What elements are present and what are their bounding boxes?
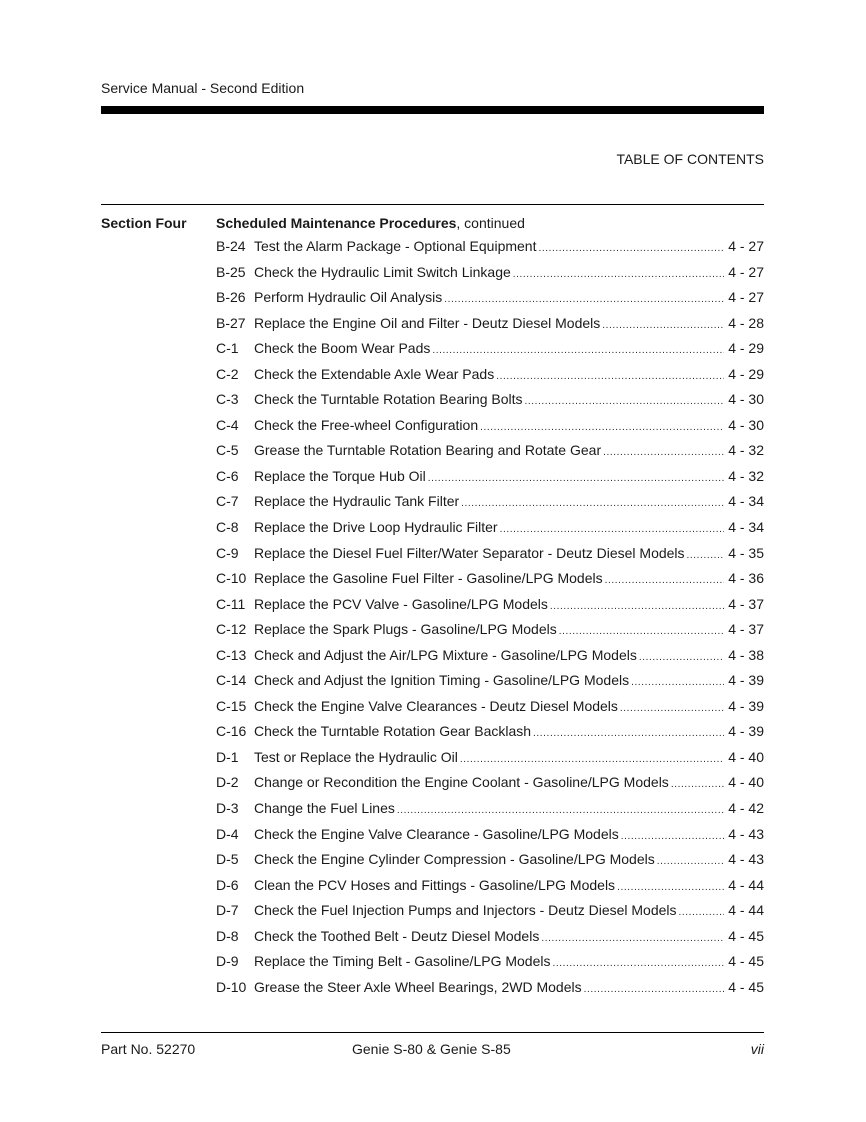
toc-entry-leader: [496, 371, 724, 382]
toc-entry-leader: [671, 779, 724, 790]
toc-entry-title: Check and Adjust the Ignition Timing - Gasoline/LPG Models: [254, 672, 630, 689]
toc-entry-page: 4 - 45: [728, 978, 764, 995]
toc-entry: [216, 647, 764, 673]
toc-entry-leader: [460, 754, 724, 765]
toc-entry-code: C-4: [216, 416, 239, 433]
toc-entry-leader: [513, 269, 724, 280]
toc-heading: TABLE OF CONTENTS: [616, 151, 764, 167]
toc-entry: [216, 519, 764, 545]
toc-entry: [216, 902, 764, 928]
toc-entry-page: 4 - 39: [728, 697, 764, 714]
toc-entry-code: D-3: [216, 800, 239, 817]
toc-entry: [216, 340, 764, 366]
toc-entry-leader: [631, 677, 724, 688]
toc-entry-title: Test the Alarm Package - Optional Equipment: [254, 238, 537, 254]
toc-entry-title: Grease the Steer Axle Wheel Bearings, 2WD Models: [254, 978, 582, 995]
toc-entry-code: D-7: [216, 902, 239, 919]
toc-entry: [216, 545, 764, 571]
toc-entry-title: Check the Toothed Belt - Deutz Diesel Models: [254, 927, 540, 944]
header-bar: [101, 106, 764, 114]
toc-entry-leader: [541, 933, 724, 944]
toc-entry-leader: [550, 601, 724, 612]
toc-entry-page: 4 - 36: [728, 570, 764, 587]
toc-entry-code: D-6: [216, 876, 239, 893]
toc-entry-title: Check the Hydraulic Limit Switch Linkage: [254, 263, 511, 280]
toc-entry-code: C-1: [216, 340, 239, 357]
toc-entry-code: C-3: [216, 391, 239, 408]
toc-entry: [216, 723, 764, 749]
toc-entry-page: 4 - 37: [728, 621, 764, 638]
toc-entry-page: 4 - 39: [728, 723, 764, 740]
toc-entry-title: Change the Fuel Lines: [254, 800, 395, 817]
toc-entry-leader: [679, 907, 725, 918]
toc-entry-leader: [428, 473, 724, 484]
toc-entry-page: 4 - 39: [728, 672, 764, 689]
toc-entry-title: Replace the Diesel Fuel Filter/Water Separator - Deutz Diesel Models: [254, 544, 685, 561]
toc-entry-title: Replace the Drive Loop Hydraulic Filter: [254, 519, 498, 536]
toc-entry-title: Check the Extendable Axle Wear Pads: [254, 365, 495, 382]
toc-entry: [216, 264, 764, 290]
toc-entry-page: 4 - 43: [728, 825, 764, 842]
toc-entry-leader: [552, 958, 724, 969]
toc-entry-code: C-8: [216, 519, 239, 536]
toc-entry-page: 4 - 40: [728, 774, 764, 791]
toc-entry: [216, 826, 764, 852]
toc-entry-code: D-1: [216, 748, 239, 765]
toc-entry: [216, 979, 764, 1005]
toc-entry-leader: [639, 652, 724, 663]
toc-entry-code: B-24: [216, 238, 246, 254]
toc-entry: [216, 366, 764, 392]
toc-entry-code: D-9: [216, 953, 239, 970]
toc-entry-title: Check the Engine Cylinder Compression - Gasoline/LPG Models: [254, 851, 655, 868]
section-label: Section Four: [101, 215, 187, 231]
toc-entry: [216, 442, 764, 468]
toc-entry-page: 4 - 44: [728, 876, 764, 893]
toc-entry: [216, 493, 764, 519]
toc-entry-code: B-25: [216, 263, 246, 280]
toc-entry-page: 4 - 44: [728, 902, 764, 919]
toc-entry-code: C-9: [216, 544, 239, 561]
toc-entry-title: Replace the Spark Plugs - Gasoline/LPG Models: [254, 621, 557, 638]
toc-entry-title: Replace the Torque Hub Oil: [254, 467, 426, 484]
toc-entry-leader: [461, 498, 724, 509]
toc-entry: [216, 238, 764, 264]
toc-entry: [216, 621, 764, 647]
toc-entry-leader: [621, 831, 724, 842]
toc-entry: [216, 289, 764, 315]
toc-entry-leader: [603, 447, 724, 458]
toc-entry-code: C-14: [216, 672, 247, 689]
toc-entry-code: C-10: [216, 570, 247, 587]
toc-entry-title: Replace the Timing Belt - Gasoline/LPG Models: [254, 953, 551, 970]
toc-entry-title: Check the Turntable Rotation Gear Backlash: [254, 723, 532, 740]
section-title: [216, 215, 525, 231]
toc-entry-leader: [620, 703, 724, 714]
header-title: Service Manual - Second Edition: [101, 80, 305, 96]
toc-entry-leader: [432, 345, 724, 356]
toc-entry-page: 4 - 34: [728, 493, 764, 510]
section-title-bold: Scheduled Maintenance Procedures: [216, 215, 457, 231]
toc-entry-title: Check the Engine Valve Clearances - Deutz Diesel Models: [254, 697, 618, 714]
toc-entry-leader: [657, 856, 724, 867]
toc-entry-page: 4 - 45: [728, 953, 764, 970]
toc-entry-page: 4 - 45: [728, 927, 764, 944]
toc-entry-page: 4 - 29: [728, 340, 764, 357]
toc-entry-leader: [500, 524, 725, 535]
toc-entry-leader: [559, 626, 724, 637]
toc-entry-title: Check the Fuel Injection Pumps and Injectors - Deutz Diesel Models: [254, 902, 677, 919]
toc-entry: [216, 774, 764, 800]
toc-entry-title: Test or Replace the Hydraulic Oil: [254, 748, 458, 765]
toc-entry-page: 4 - 34: [728, 519, 764, 536]
toc-entry-title: Replace the Hydraulic Tank Filter: [254, 493, 460, 510]
toc-entry-code: C-7: [216, 493, 239, 510]
toc-entry: [216, 749, 764, 775]
toc-entry-leader: [480, 422, 724, 433]
toc-entry-code: B-27: [216, 314, 246, 331]
toc-entry-title: Change or Recondition the Engine Coolant - Gasoline/LPG Models: [254, 774, 669, 791]
toc-entry-title: Grease the Turntable Rotation Bearing and Rotate Gear: [254, 442, 602, 459]
toc-entry: [216, 800, 764, 826]
toc-entry-code: C-15: [216, 697, 247, 714]
toc-entry: [216, 851, 764, 877]
toc-entry-page: 4 - 40: [728, 748, 764, 765]
toc-entry-title: Clean the PCV Hoses and Fittings - Gasoline/LPG Models: [254, 876, 616, 893]
toc-entry-title: Replace the Engine Oil and Filter - Deutz Diesel Models: [254, 314, 601, 331]
toc-entry-leader: [444, 294, 724, 305]
toc-entry-title: Replace the Gasoline Fuel Filter - Gasoline/LPG Models: [254, 570, 603, 587]
toc-entry-page: 4 - 29: [728, 365, 764, 382]
toc-entry: [216, 570, 764, 596]
toc-entry-title: Replace the PCV Valve - Gasoline/LPG Models: [254, 595, 548, 612]
toc-entry-code: C-13: [216, 646, 247, 663]
toc-entry-title: Perform Hydraulic Oil Analysis: [254, 289, 443, 306]
toc-entry-title: Check and Adjust the Air/LPG Mixture - Gasoline/LPG Models: [254, 646, 637, 663]
toc-entry-code: D-4: [216, 825, 239, 842]
toc-entry-code: C-12: [216, 621, 247, 638]
footer-model: Genie S-80 & Genie S-85: [352, 1041, 511, 1057]
toc-entry-page: 4 - 30: [728, 391, 764, 408]
toc-entry-leader: [525, 396, 725, 407]
toc-entry-leader: [687, 550, 725, 561]
toc-entry: [216, 672, 764, 698]
toc-entry-code: D-5: [216, 851, 239, 868]
footer-part-number: Part No. 52270: [101, 1041, 196, 1057]
toc-entry-code: C-2: [216, 365, 239, 382]
toc-entry-page: 4 - 27: [728, 238, 764, 254]
toc-entry: [216, 928, 764, 954]
toc-entry-page: 4 - 42: [728, 800, 764, 817]
toc-entry-page: 4 - 28: [728, 314, 764, 331]
toc-entry-code: D-2: [216, 774, 239, 791]
toc-entry: [216, 417, 764, 443]
toc-entry-code: D-10: [216, 978, 247, 995]
toc-entry-list: [216, 238, 764, 1004]
toc-entry-page: 4 - 27: [728, 289, 764, 306]
toc-entry-leader: [602, 320, 724, 331]
toc-entry: [216, 698, 764, 724]
toc-entry-title: Check the Turntable Rotation Bearing Bolts: [254, 391, 523, 408]
toc-entry: [216, 315, 764, 341]
toc-entry-leader: [584, 984, 725, 995]
toc-entry-page: 4 - 35: [728, 544, 764, 561]
toc-entry-leader: [538, 243, 724, 254]
toc-entry-page: 4 - 37: [728, 595, 764, 612]
toc-entry-leader: [605, 575, 725, 586]
toc-entry-code: C-5: [216, 442, 239, 459]
toc-entry-page: 4 - 38: [728, 646, 764, 663]
footer-page-number: vii: [750, 1041, 764, 1057]
toc-entry-page: 4 - 27: [728, 263, 764, 280]
toc-entry: [216, 877, 764, 903]
toc-entry: [216, 391, 764, 417]
toc-entry-title: Check the Boom Wear Pads: [254, 340, 431, 357]
footer-divider: [101, 1032, 764, 1033]
toc-entry-page: 4 - 32: [728, 442, 764, 459]
toc-entry-page: 4 - 30: [728, 416, 764, 433]
toc-entry-leader: [533, 728, 724, 739]
toc-entry: [216, 953, 764, 979]
toc-entry-title: Check the Engine Valve Clearance - Gasoline/LPG Models: [254, 825, 619, 842]
toc-entry-code: B-26: [216, 289, 246, 306]
toc-entry-code: C-6: [216, 467, 239, 484]
toc-entry: [216, 468, 764, 494]
toc-entry-code: C-16: [216, 723, 247, 740]
toc-entry-page: 4 - 32: [728, 467, 764, 484]
section-title-suffix: , continued: [456, 215, 525, 231]
toc-divider: [101, 204, 764, 205]
toc-entry-leader: [397, 805, 724, 816]
toc-entry-page: 4 - 43: [728, 851, 764, 868]
toc-entry-leader: [617, 882, 724, 893]
toc-entry-code: C-11: [216, 595, 246, 612]
toc-entry-title: Check the Free-wheel Configuration: [254, 416, 479, 433]
toc-entry-code: D-8: [216, 927, 239, 944]
toc-entry: [216, 596, 764, 622]
